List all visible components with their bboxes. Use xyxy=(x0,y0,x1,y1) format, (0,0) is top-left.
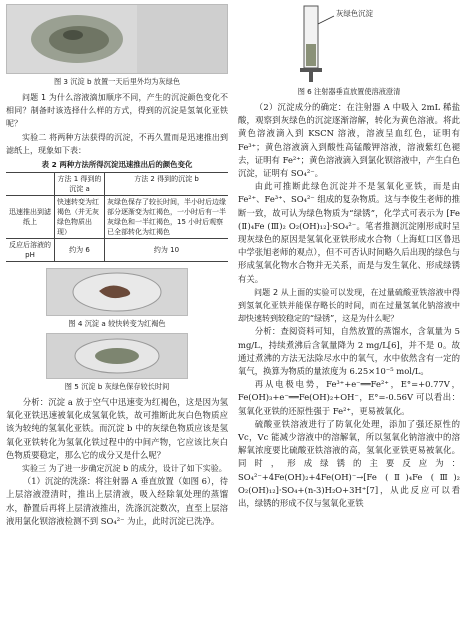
left-column xyxy=(6,4,228,528)
composition-determination: （2）沉淀成分的确定：在注射器 A 中吸入 2mL 稀盐酸，观察到灰绿色的沉淀逐渐溶解，转化为黄色溶液。将此黄色溶液滴入到 KSCN 溶液，溶液呈血红色，证明有 Fe³⁺；黄色溶液滴入到酸性高锰酸钾溶液，溶液紫红色褪去，证明有 Fe²⁺；黄色溶液滴入到氯化钡溶液中，产生白色沉淀，证明有 SO₄²⁻。 xyxy=(238,102,460,179)
electrode-potential: 再从电极电势，Fe³⁺+e⁻══Fe²⁺，E°=+0.77V，Fe(OH)₃+e⁻══Fe(OH)₂+OH⁻，E°=-0.56V 可以看出：氢氧化亚铁的还原性强于 Fe²⁺，更易被氧化。 xyxy=(238,379,460,416)
precipitate-label: 灰绿色沉淀 xyxy=(336,9,373,18)
table-header-row xyxy=(6,173,228,196)
figure4-photo xyxy=(46,268,188,316)
right-column xyxy=(238,4,460,510)
table-header-method2: 方法 2 得到的沉淀 b xyxy=(104,173,228,196)
row2-a: 约为 6 xyxy=(55,239,105,262)
row2-b: 约为 10 xyxy=(104,239,228,262)
table-header-method1: 方法 1 得到的沉淀 a xyxy=(55,173,105,196)
table-row xyxy=(6,239,228,262)
experiment-3: 实验三 为了进一步确定沉淀 b 的成分，设计了如下实验。 xyxy=(22,464,227,474)
row1-a: 快速转变为红褐色（并无灰绿色物质出现） xyxy=(55,196,105,239)
green-rust-inference: 由此可推断此绿色沉淀并不是氢氧化亚铁，而是由 Fe²⁺、Fe³⁺、SO₄²⁻ 组成的复杂物质。这与李俊生老师的推断一致，故可认为绿色物质为“绿锈”，化学式可表示为 [Fe (Ⅱ)₄Fe (Ⅲ)₂ O₂(OH)₁₂]·SO₄²⁻。笔者推测沉淀刚形成时呈现灰绿色的原因是氢氧化亚铁形成水合物（上海虹口区鲁迅中学张旭老师的观点），但不可否认时间略久后出现的绿色与形成氢氧化物水合物并无关系，而是与发生氧化、形成绿锈有关。 xyxy=(238,181,460,284)
table-header-empty xyxy=(6,173,55,196)
table2 xyxy=(6,172,228,262)
question-2: 问题 2 从上面的实验可以发现，在过量硫酸亚铁溶液中得到氢氧化亚铁并能保存略长的时间，而在过量氢氧化钠溶液中却快速转到较稳定的“绿锈”，这是为什么呢？ xyxy=(238,287,460,324)
question-1: 问题 1 为什么溶液滴加顺序不同，产生的沉淀颜色变化不相同？制备时该选择什么样的方式，得到的沉淀是氢氧化亚铁呢？ xyxy=(6,93,228,129)
figure6-caption: 图 6 注射器垂直放置使溶液澄清 xyxy=(297,87,401,96)
figure5-image xyxy=(47,334,187,378)
figure3-image xyxy=(7,5,227,73)
experiment-2: 实验二 将两种方法获得的沉淀，不再久置而是迅速推出到滤纸上，现象如下表： xyxy=(6,132,228,155)
vc-explanation: 硫酸亚铁溶液进行了防氧化处理，添加了强还原性的 Vc，Vc 能减少溶液中的溶解氧，所以氢氧化钠溶液中的溶解氧浓度要比硫酸亚铁溶液的高，氢氧化亚铁更易被氧化。同时，形成绿锈的主要反应为：SO₄²⁻+4Fe(OH)₂+4Fe(OH)⁻→[Fe (Ⅱ)₄Fe (Ⅲ)₂ O₂(OH)₁₂]·SO₄+(n-3)H₂O+3H⁺[7]，从此反应可以看出，绿锈的形成不仅与氢氧化亚铁 xyxy=(238,418,460,509)
figure5-caption: 图 5 沉淀 b 灰绿色保存较长时间 xyxy=(64,382,170,392)
wash-procedure: （1）沉淀的洗涤：将注射器 A 垂直放置（如图 6），待上层溶液澄清时，推出上层清液，吸入经除氧处理的蒸馏水，静置后再将上层清液推出，洗涤沉淀数次，直至上层溶液用氯化钡溶液检测不到 SO₄²⁻ 为止，此时沉淀已洗净。 xyxy=(6,476,228,526)
row1-b: 灰绿色保存了较长时间，半小时后边缘部分逐渐变为红褐色，一小时后有一半灰绿色和一半红褐色，15 小时后观察已全部转化为红褐色 xyxy=(104,196,228,239)
row2-label: 反应后溶液的 pH xyxy=(6,239,55,262)
table-row xyxy=(6,196,228,239)
figure6 xyxy=(238,4,460,84)
row1-label: 迅速推出到滤纸上 xyxy=(6,196,55,239)
figure3-caption: 图 3 沉淀 b 放置一天后里外均为灰绿色 xyxy=(53,77,181,86)
analysis-1: 分析：沉淀 a 放于空气中迅速变为红褐色，这是因为氢氧化亚铁迅速被氧化成氢氧化铁，故可推断此灰白色物质应该为较纯的氢氧化亚铁。而沉淀 b 中的灰绿色物质应该是氢氧化亚铁转化为氢氧化铁过程中的中间产物，它应该比灰白色物质要稳定，那么它的成分又是什么呢？ xyxy=(6,397,228,460)
analysis-oxygen: 分析：查阅资料可知，自然放置的蒸馏水，含氧量为 5 mg/L，持续煮沸后含氧量降为 2 mg/L[6]，并不是 0。故通过煮沸的方法无法除尽水中的氧气，水中依然含有一定的氧气，换算为物质的量浓度为 6.25×10⁻⁵ mol/L。 xyxy=(238,326,460,377)
table2-caption: 表 2 两种方法所得沉淀迅速推出后的颜色变化 xyxy=(41,160,193,170)
figure5-photo xyxy=(46,333,188,379)
figure3-photo xyxy=(6,4,228,74)
figure4-caption: 图 4 沉淀 a 较快转变为红褐色 xyxy=(68,319,166,329)
figure4-image xyxy=(47,269,187,315)
